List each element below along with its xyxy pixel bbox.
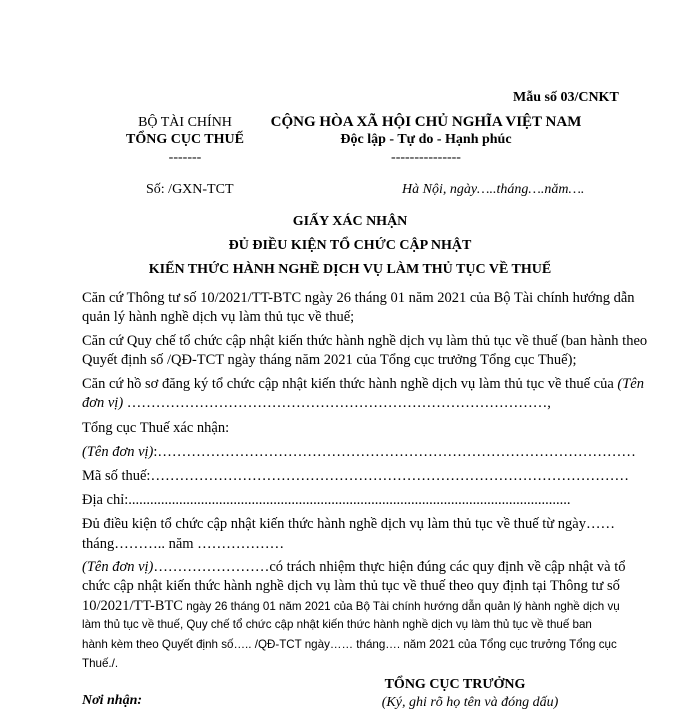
- title-subline-1: ĐỦ ĐIỀU KIỆN TỔ CHỨC CẬP NHẬT: [228, 238, 472, 253]
- responsibility-line-2: chức cập nhật kiến thức hành nghề dịch vụ làm thủ tục về thuế theo quy định tại Thông tư số: [82, 578, 620, 594]
- circular-reference: 10/2021/TT-BTC: [82, 598, 183, 614]
- responsibility-line-6: Thuế./.: [82, 657, 119, 670]
- basis-regulation-line-2: Quyết định số /QĐ-TCT ngày tháng năm 2021 của Tổng cục trưởng Tổng cục Thuế);: [82, 352, 577, 368]
- document-number: Số: /GXN-TCT: [146, 182, 234, 197]
- department-name: TỔNG CỤC THUẾ: [126, 132, 244, 147]
- signature-note: (Ký, ghi rõ họ tên và đóng dấu): [381, 695, 559, 710]
- unit-name-placeholder-end: đơn vị): [82, 395, 124, 411]
- address-field: Địa chỉ:..........................................................................................................................: [82, 492, 571, 508]
- eligibility-line-1: Đủ điều kiện tổ chức cập nhật kiến thức hành nghề dịch vụ làm thủ tục về thuế từ ngày……: [82, 516, 615, 532]
- place-and-date: Hà Nội, ngày…..tháng….năm….: [402, 182, 585, 197]
- basis-circular-line-1: Căn cứ Thông tư số 10/2021/TT-BTC ngày 26 tháng 01 năm 2021 của Bộ Tài chính hướng dẫn: [82, 290, 635, 306]
- title-subline-2: KIẾN THỨC HÀNH NGHỀ DỊCH VỤ LÀM THỦ TỤC VỀ THUẾ: [148, 262, 552, 277]
- basis-dossier-line-2: [82, 395, 551, 412]
- ministry-name: BỘ TÀI CHÍNH: [138, 115, 232, 130]
- responsibility-line-3: [82, 598, 620, 615]
- document-title: GIẤY XÁC NHẬN: [292, 214, 408, 229]
- unit-name-dots: :………………………………………………………………………………………: [153, 444, 636, 460]
- left-separator: -------: [168, 150, 202, 165]
- signature-title: TỔNG CỤC TRƯỞNG: [384, 677, 526, 692]
- unit-name-placeholder: (Tên: [617, 376, 644, 392]
- unit-name-field: [82, 444, 636, 461]
- country-name: CỘNG HÒA XÃ HỘI CHỦ NGHĨA VIỆT NAM: [270, 114, 582, 130]
- national-motto: Độc lập - Tự do - Hạnh phúc: [340, 132, 512, 147]
- basis-circular-line-2: quản lý hành nghề dịch vụ làm thủ tục về thuế;: [82, 309, 355, 325]
- right-separator: ---------------: [391, 150, 461, 165]
- basis-regulation-line-1: Căn cứ Quy chế tổ chức cập nhật kiến thức hành nghề dịch vụ làm thủ tục về thuế (ban hành theo: [82, 333, 648, 349]
- responsibility-unit-name: (Tên đơn vị): [82, 559, 154, 575]
- recipients-label: Nơi nhận:: [82, 693, 143, 708]
- form-number: Mẫu số 03/CNKT: [513, 90, 619, 105]
- unit-name-fill-dots: ……………………………………………………………………………,: [123, 395, 551, 411]
- responsibility-text-1: ……………………có trách nhiệm thực hiện đúng các quy định về cập nhật và tổ: [153, 559, 626, 575]
- confirmation-statement: Tổng cục Thuế xác nhận:: [82, 420, 230, 436]
- unit-name-label: (Tên đơn vị): [82, 444, 154, 460]
- eligibility-line-2: tháng……….. năm ………………: [82, 536, 285, 552]
- responsibility-line-4: làm thủ tục về thuế, Quy chế tổ chức cập nhật kiến thức hành nghề dịch vụ làm thủ tục về thuế ban: [82, 618, 592, 631]
- responsibility-line-5: hành kèm theo Quyết định số….. /QĐ-TCT ngày…… tháng…. năm 2021 của Tổng cục trưởng Tổng cục: [82, 638, 617, 651]
- tax-code-field: Mã số thuế:………………………………………………………………………………………: [82, 468, 629, 484]
- responsibility-text-3: ngày 26 tháng 01 năm 2021 của Bộ Tài chính hướng dẫn quản lý hành nghề dịch vụ: [182, 600, 620, 613]
- basis-dossier-text: Căn cứ hồ sơ đăng ký tổ chức cập nhật kiến thức hành nghề dịch vụ làm thủ tục về thuế của: [82, 376, 614, 392]
- responsibility-line-1: [82, 559, 626, 576]
- basis-dossier-line-1: [82, 376, 644, 393]
